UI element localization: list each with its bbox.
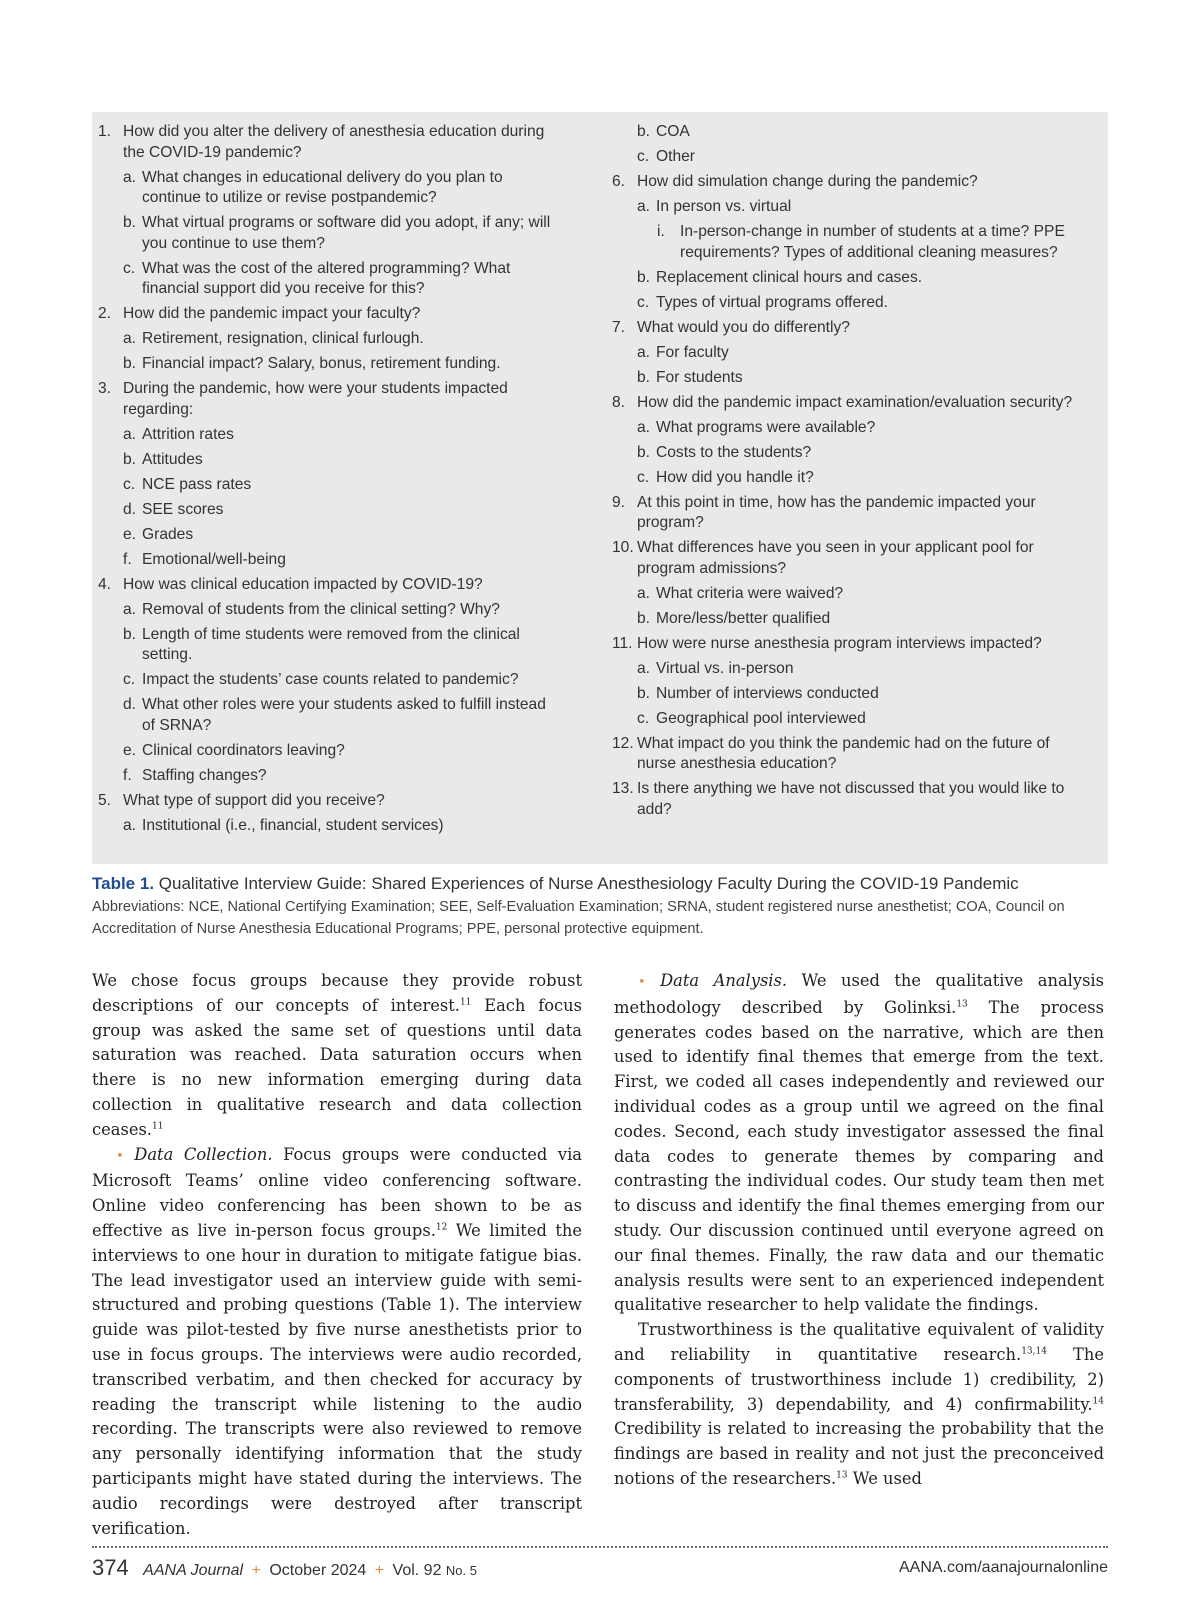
sub-question-list: a. What criteria were waived? b. More/less/better qualified	[612, 584, 1092, 630]
tertiary-question-list: i. In-person-change in number of students at a time? PPE requirements? Types of additional cleaning measures?	[637, 222, 1092, 263]
volume: Vol. 92	[392, 1562, 442, 1579]
sub-question: Attitudes	[142, 450, 203, 468]
question-text: How did you alter the delivery of anesthesia education during the COVID-19 pandemic?	[123, 123, 545, 161]
question-item: 9. At this point in time, how has the pandemic impacted your program?	[612, 493, 1092, 534]
sub-question-list: a. For faculty b. For students	[612, 343, 1092, 389]
sub-question-list: a. Removal of students from the clinical setting? Why? b. Length of time students were removed from the clinical setting. c. Impact the students’ case counts related to pandemic? d. What other roles were your students asked to fulfill instead of SRNA? e. Clinical coordinators leaving? f. Staffing changes?	[98, 600, 562, 787]
sub-question: What virtual programs or software did you adopt, if any; will you continue to use them?	[142, 214, 551, 252]
sub-question: What criteria were waived?	[656, 584, 844, 602]
sub-question-list: b. COA c. Other	[612, 122, 1092, 168]
caption-label: Table 1.	[92, 874, 155, 893]
sub-question: Attrition rates	[142, 425, 234, 443]
question-text: What differences have you seen in your applicant pool for program admissions?	[637, 539, 1034, 577]
sub-question: Costs to the students?	[656, 443, 812, 461]
issue-date: October 2024	[269, 1562, 367, 1579]
sub-question: Geographical pool interviewed	[656, 709, 866, 727]
sub-question: Length of time students were removed from the clinical setting.	[142, 625, 520, 663]
citation: 11	[459, 997, 472, 1008]
sub-question: Staffing changes?	[142, 766, 267, 784]
sub-question: In person vs. virtual	[656, 198, 792, 215]
sub-question: What was the cost of the altered programming? What financial support did you receive for this?	[142, 259, 511, 297]
question-text: What would you do differently?	[637, 318, 850, 336]
sub-question: Other	[656, 148, 695, 165]
sub-question: What changes in educational delivery do you plan to continue to utilize or revise postpandemic?	[142, 168, 503, 206]
sub-question-list: a. What changes in educational delivery do you plan to continue to utilize or revise postpandemic? b. What virtual programs or software did you adopt, if any; will you continue to use them? c. What was the cost of the altered programming? What financial support did you receive for this?	[98, 168, 562, 300]
question-text: What impact do you think the pandemic had on the future of nurse anesthesia education?	[637, 734, 1050, 772]
question-text: How did the pandemic impact your faculty?	[123, 305, 421, 322]
bullet-icon: •	[638, 975, 646, 990]
caption-abbreviations: Abbreviations: NCE, National Certifying Examination; SEE, Self-Evaluation Examination; SRNA, student registered nurse anesthetist; COA, Council on Accreditation of Nurse Anesthesia Educational Programs; PPE, personal protective equipment.	[92, 899, 1065, 937]
citation: 11	[151, 1121, 164, 1132]
question-item: 7. What would you do differently?	[612, 318, 1092, 339]
sub-question: Retirement, resignation, clinical furlough.	[142, 330, 424, 347]
body-left-column	[92, 969, 582, 1541]
sub-question-list: a. In person vs. virtual i. In-person-change in number of students at a time? PPE requirements? Types of additional cleaning measures? b. Replacement clinical hours and cases. c. Types of virtual programs offered.	[612, 197, 1092, 313]
sub-question: Impact the students’ case counts related to pandemic?	[142, 671, 519, 688]
guide-left-column	[98, 122, 562, 841]
paragraph-data-collection: • Data Collection. Focus groups were conducted via Microsoft Teams’ online video conferencing software. Online video conferencing has been shown to be as effective as live in-person focus groups.$^{12}$ We limited the interviews to one hour in duration to mitigate fatigue bias. The lead investigator used an interview guide with semi-structured and probing questions (Table 1). The interview guide was pilot-tested by five nurse anesthetists prior to use in focus groups. The interviews were audio recorded, transcribed verbatim, and then checked for accuracy by reading the transcript while listening to the audio recording. The transcripts were also reviewed to remove any personally identifying information that the study participants might have stated during the interviews. The audio recordings were destroyed after transcript verification.	[92, 1144, 582, 1538]
question-text: How did simulation change during the pandemic?	[637, 173, 978, 190]
plus-icon: +	[251, 1562, 261, 1579]
bullet-icon: •	[116, 1148, 124, 1164]
plus-icon: +	[374, 1562, 385, 1579]
sub-question: How did you handle it?	[656, 468, 814, 486]
question-text: How were nurse anesthesia program interviews impacted?	[637, 634, 1042, 652]
sub-question-list: a. Retirement, resignation, clinical furlough. b. Financial impact? Salary, bonus, retirement funding.	[98, 329, 562, 375]
question-item: 10. What differences have you seen in your applicant pool for program admissions?	[612, 538, 1092, 579]
question-item: 5. What type of support did you receive?	[98, 791, 562, 812]
question-text: How was clinical education impacted by COVID-19?	[123, 575, 483, 593]
paragraph-trustworthiness: Trustworthiness is the qualitative equivalent of validity and reliability in quantitative research.$^{13,14}$ The components of trustworthiness include 1) credibility, 2) transferability, 3) dependability, and 4) confirmability.$^{14}$ Credibility is related to increasing the probability that the findings are based in reality and not just the preconceived notions of the researchers.$^{13}$ We used	[614, 1320, 1104, 1488]
sub-question: For faculty	[656, 343, 729, 361]
sub-question: NCE pass rates	[142, 475, 252, 493]
citation: 14	[1092, 1396, 1104, 1407]
question-text: What type of support did you receive?	[123, 791, 385, 809]
question-text: How did the pandemic impact examination/evaluation security?	[637, 393, 1073, 411]
journal-name: AANA Journal	[143, 1562, 244, 1579]
caption-title-line	[92, 872, 1108, 896]
sub-question-list: a. Attrition rates b. Attitudes c. NCE pass rates d. SEE scores e. Grades f. Emotional/well-being	[98, 425, 562, 571]
question-item: 12. What impact do you think the pandemic had on the future of nurse anesthesia education?	[612, 734, 1092, 775]
sub-question: What programs were available?	[656, 418, 876, 436]
section-heading: Data Analysis.	[660, 971, 788, 990]
sub-question: For students	[656, 368, 743, 386]
table-caption	[92, 872, 1108, 940]
sub-question: COA	[656, 123, 690, 140]
question-item: 11. How were nurse anesthesia program interviews impacted?	[612, 634, 1092, 655]
question-item: 6. How did simulation change during the pandemic?	[612, 172, 1092, 193]
sub-question: SEE scores	[142, 500, 224, 518]
question-item: 13. Is there anything we have not discussed that you would like to add?	[612, 779, 1092, 820]
sub-question: Institutional (i.e., financial, student services)	[142, 816, 444, 834]
sub-question: Types of virtual programs offered.	[656, 293, 888, 311]
page-number: 374	[92, 1555, 129, 1580]
tertiary-question: In-person-change in number of students at a time? PPE requirements? Types of additional cleaning measures?	[680, 223, 1065, 261]
sub-question: Grades	[142, 525, 194, 543]
question-item: 4. How was clinical education impacted by COVID-19?	[98, 575, 562, 596]
body-right-column	[614, 969, 1104, 1492]
question-text: At this point in time, how has the pandemic impacted your program?	[637, 493, 1036, 531]
question-item: 1. How did you alter the delivery of anesthesia education during the COVID-19 pandemic?	[98, 122, 562, 163]
question-item: 3. During the pandemic, how were your students impacted regarding:	[98, 379, 562, 420]
question-item: 8. How did the pandemic impact examination/evaluation security?	[612, 393, 1092, 414]
section-heading: Data Collection.	[134, 1144, 273, 1164]
sub-question: Emotional/well-being	[142, 550, 286, 568]
citation: 13	[836, 1470, 848, 1481]
guide-right-column	[612, 122, 1092, 825]
sub-question: Clinical coordinators leaving?	[142, 741, 345, 759]
sub-question: Virtual vs. in-person	[656, 659, 794, 677]
issue-number: No. 5	[445, 1563, 477, 1578]
question-text: During the pandemic, how were your students impacted regarding:	[123, 380, 508, 418]
citation: 13,14	[1021, 1346, 1047, 1357]
page-footer	[92, 1554, 1108, 1582]
sub-question: Number of interviews conducted	[656, 684, 879, 702]
question-text: Is there anything we have not discussed that you would like to add?	[637, 780, 1065, 818]
sub-question: More/less/better qualified	[656, 609, 831, 627]
sub-question-list: a. Virtual vs. in-person b. Number of interviews conducted c. Geographical pool interviewed	[612, 659, 1092, 730]
interview-guide-table	[92, 112, 1108, 864]
sub-question: Removal of students from the clinical setting? Why?	[142, 600, 500, 618]
citation: 13	[956, 999, 968, 1010]
journal-url: AANA.com/aanajournalonline	[898, 1559, 1108, 1576]
paragraph-data-analysis: • Data Analysis. We used the qualitative analysis methodology described by Golinksi.$^{13}$ The process generates codes based on the narrative, which are then used to identify final themes that emerge from the text. First, we coded all cases independently and reviewed our individual codes as a group until we agreed on the final codes. Second, each study investigator assessed the final data codes to generate themes by comparing and contrasting the individual codes. Our study team then met to discuss and identify the final themes emerging from our study. Our discussion continued until everyone agreed on our final themes. Finally, the raw data and our thematic analysis results were sent to an experienced independent qualitative researcher to help validate the findings.	[614, 971, 1104, 1315]
sub-question: Financial impact? Salary, bonus, retirement funding.	[142, 355, 501, 372]
sub-question: Replacement clinical hours and cases.	[656, 268, 923, 286]
footer-left	[92, 1554, 477, 1585]
paragraph-focus-groups: We chose focus groups because they provide robust descriptions of our concepts of interest.$^{11}$ Each focus group was asked the same set of questions until data saturation was reached. Data saturation occurs when there is no new information emerging during data collection in qualitative research and data collection ceases.$^{11}$	[92, 971, 582, 1139]
citation: 12	[435, 1222, 448, 1233]
question-item: 2. How did the pandemic impact your faculty?	[98, 304, 562, 325]
footer-divider	[92, 1546, 1108, 1548]
sub-question-list: a. Institutional (i.e., financial, student services)	[98, 816, 562, 837]
sub-question-list: a. What programs were available? b. Costs to the students? c. How did you handle it?	[612, 418, 1092, 489]
caption-title: Qualitative Interview Guide: Shared Experiences of Nurse Anesthesiology Faculty During the COVID-19 Pandemic	[158, 874, 1019, 893]
sub-question: What other roles were your students asked to fulfill instead of SRNA?	[142, 696, 546, 734]
